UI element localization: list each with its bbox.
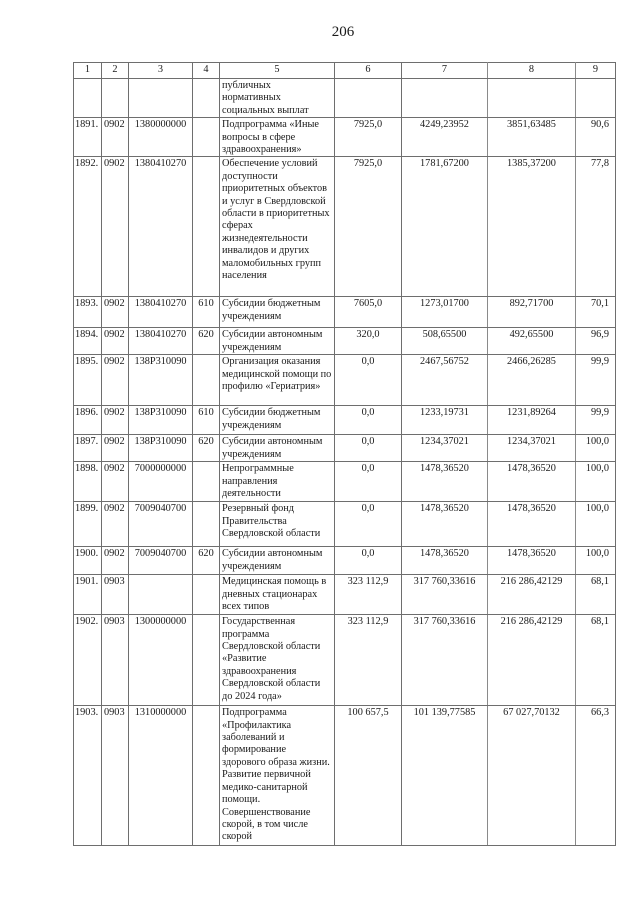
target-code: 138P310090 (129, 406, 193, 435)
table-row (74, 355, 616, 406)
row-number: 1899. (74, 502, 102, 547)
plan-amount: 323 112,9 (335, 575, 402, 615)
section-code: 0903 (102, 615, 129, 706)
plan-amount (335, 79, 402, 118)
table-row (74, 547, 616, 575)
item-name: Медицинская помощь в дневных стационарах всех типов (220, 575, 335, 615)
expense-type: 620 (193, 328, 220, 355)
column-header: 1 (74, 63, 102, 79)
page-number: 206 (331, 24, 355, 40)
column-header: 6 (335, 63, 402, 79)
row-number: 1903. (74, 706, 102, 846)
target-code: 7000000000 (129, 462, 193, 502)
revised-amount: 1478,36520 (402, 547, 488, 575)
table-row (74, 435, 616, 462)
target-code: 1380410270 (129, 297, 193, 328)
item-name: Непрограммные направления деятельности (220, 462, 335, 502)
table-row (74, 297, 616, 328)
section-code (102, 79, 129, 118)
target-code: 7009040700 (129, 502, 193, 547)
section-code: 0902 (102, 157, 129, 297)
execution-percent (576, 79, 616, 118)
executed-amount: 492,65500 (488, 328, 576, 355)
row-number: 1894. (74, 328, 102, 355)
executed-amount: 3851,63485 (488, 118, 576, 157)
execution-percent: 68,1 (576, 615, 616, 706)
executed-amount (488, 79, 576, 118)
execution-percent: 66,3 (576, 706, 616, 846)
expense-type: 620 (193, 547, 220, 575)
execution-percent: 99,9 (576, 406, 616, 435)
executed-amount: 1478,36520 (488, 547, 576, 575)
column-header: 4 (193, 63, 220, 79)
executed-amount: 1385,37200 (488, 157, 576, 297)
plan-amount: 320,0 (335, 328, 402, 355)
execution-percent: 90,6 (576, 118, 616, 157)
plan-amount: 0,0 (335, 435, 402, 462)
table-row (74, 575, 616, 615)
item-name: Субсидии бюджетным учреждениям (220, 297, 335, 328)
row-number: 1891. (74, 118, 102, 157)
expense-type: 610 (193, 406, 220, 435)
table-row (74, 79, 616, 118)
row-number: 1900. (74, 547, 102, 575)
section-code: 0902 (102, 502, 129, 547)
target-code: 1380410270 (129, 157, 193, 297)
revised-amount: 1478,36520 (402, 462, 488, 502)
expense-type (193, 355, 220, 406)
expense-type (193, 706, 220, 846)
executed-amount: 1234,37021 (488, 435, 576, 462)
expense-type (193, 157, 220, 297)
table-row (74, 462, 616, 502)
executed-amount: 1478,36520 (488, 462, 576, 502)
executed-amount: 1231,89264 (488, 406, 576, 435)
table-row (74, 118, 616, 157)
target-code: 1380000000 (129, 118, 193, 157)
plan-amount: 0,0 (335, 355, 402, 406)
column-header: 2 (102, 63, 129, 79)
row-number: 1895. (74, 355, 102, 406)
item-name: Резервный фонд Правительства Свердловской области (220, 502, 335, 547)
column-header: 3 (129, 63, 193, 79)
row-number: 1901. (74, 575, 102, 615)
plan-amount: 0,0 (335, 502, 402, 547)
expense-type (193, 615, 220, 706)
target-code (129, 79, 193, 118)
revised-amount: 4249,23952 (402, 118, 488, 157)
plan-amount: 7925,0 (335, 157, 402, 297)
column-header: 7 (402, 63, 488, 79)
target-code: 1300000000 (129, 615, 193, 706)
expense-type (193, 502, 220, 547)
expense-type: 620 (193, 435, 220, 462)
target-code: 138P310090 (129, 435, 193, 462)
section-code: 0902 (102, 406, 129, 435)
expense-type (193, 118, 220, 157)
plan-amount: 0,0 (335, 406, 402, 435)
table-row (74, 406, 616, 435)
executed-amount: 216 286,42129 (488, 615, 576, 706)
execution-percent: 100,0 (576, 502, 616, 547)
section-code: 0902 (102, 118, 129, 157)
item-name: Организация оказания медицинской помощи по профилю «Гериатрия» (220, 355, 335, 406)
section-code: 0902 (102, 328, 129, 355)
section-code: 0902 (102, 462, 129, 502)
table-row (74, 502, 616, 547)
execution-percent: 100,0 (576, 462, 616, 502)
target-code: 7009040700 (129, 547, 193, 575)
revised-amount: 101 139,77585 (402, 706, 488, 846)
revised-amount: 317 760,33616 (402, 575, 488, 615)
execution-percent: 77,8 (576, 157, 616, 297)
row-number: 1893. (74, 297, 102, 328)
execution-percent: 100,0 (576, 435, 616, 462)
row-number: 1897. (74, 435, 102, 462)
target-code: 138P310090 (129, 355, 193, 406)
executed-amount: 2466,26285 (488, 355, 576, 406)
execution-percent: 100,0 (576, 547, 616, 575)
plan-amount: 0,0 (335, 462, 402, 502)
section-code: 0903 (102, 706, 129, 846)
revised-amount: 1478,36520 (402, 502, 488, 547)
revised-amount: 1781,67200 (402, 157, 488, 297)
plan-amount: 7925,0 (335, 118, 402, 157)
item-name: публичных нормативных социальных выплат (220, 79, 335, 118)
execution-percent: 96,9 (576, 328, 616, 355)
revised-amount (402, 79, 488, 118)
section-code: 0902 (102, 547, 129, 575)
section-code: 0903 (102, 575, 129, 615)
row-number: 1898. (74, 462, 102, 502)
revised-amount: 2467,56752 (402, 355, 488, 406)
section-code: 0902 (102, 355, 129, 406)
column-header: 8 (488, 63, 576, 79)
table-row (74, 615, 616, 706)
revised-amount: 317 760,33616 (402, 615, 488, 706)
plan-amount: 0,0 (335, 547, 402, 575)
item-name: Субсидии автономным учреждениям (220, 328, 335, 355)
item-name: Подпрограмма «Иные вопросы в сфере здравоохранения» (220, 118, 335, 157)
executed-amount: 67 027,70132 (488, 706, 576, 846)
expense-type (193, 462, 220, 502)
executed-amount: 1478,36520 (488, 502, 576, 547)
row-number (74, 79, 102, 118)
execution-percent: 99,9 (576, 355, 616, 406)
item-name: Субсидии автономным учреждениям (220, 435, 335, 462)
revised-amount: 508,65500 (402, 328, 488, 355)
executed-amount: 892,71700 (488, 297, 576, 328)
budget-table (73, 62, 616, 846)
expense-type (193, 575, 220, 615)
revised-amount: 1273,01700 (402, 297, 488, 328)
column-header: 9 (576, 63, 616, 79)
row-number: 1892. (74, 157, 102, 297)
section-code: 0902 (102, 297, 129, 328)
table-row (74, 706, 616, 846)
execution-percent: 68,1 (576, 575, 616, 615)
execution-percent: 70,1 (576, 297, 616, 328)
plan-amount: 323 112,9 (335, 615, 402, 706)
item-name: Субсидии бюджетным учреждениям (220, 406, 335, 435)
executed-amount: 216 286,42129 (488, 575, 576, 615)
item-name: Государственная программа Свердловской области «Развитие здравоохранения Свердловской области до 2024 года» (220, 615, 335, 706)
table-row (74, 328, 616, 355)
expense-type: 610 (193, 297, 220, 328)
table-header-row (74, 63, 616, 79)
target-code (129, 575, 193, 615)
plan-amount: 100 657,5 (335, 706, 402, 846)
target-code: 1310000000 (129, 706, 193, 846)
revised-amount: 1234,37021 (402, 435, 488, 462)
row-number: 1902. (74, 615, 102, 706)
item-name: Подпрограмма «Профилактика заболеваний и формирование здорового образа жизни. Развитие первичной медико-санитарной помощи. Совершенствование скорой, в том числе скорой (220, 706, 335, 846)
row-number: 1896. (74, 406, 102, 435)
revised-amount: 1233,19731 (402, 406, 488, 435)
section-code: 0902 (102, 435, 129, 462)
column-header: 5 (220, 63, 335, 79)
expense-type (193, 79, 220, 118)
target-code: 1380410270 (129, 328, 193, 355)
plan-amount: 7605,0 (335, 297, 402, 328)
item-name: Субсидии автономным учреждениям (220, 547, 335, 575)
item-name: Обеспечение условий доступности приоритетных объектов и услуг в Свердловской области в приоритетных сферах жизнедеятельности инвалидов и других маломобильных групп населения (220, 157, 335, 297)
table-row (74, 157, 616, 297)
